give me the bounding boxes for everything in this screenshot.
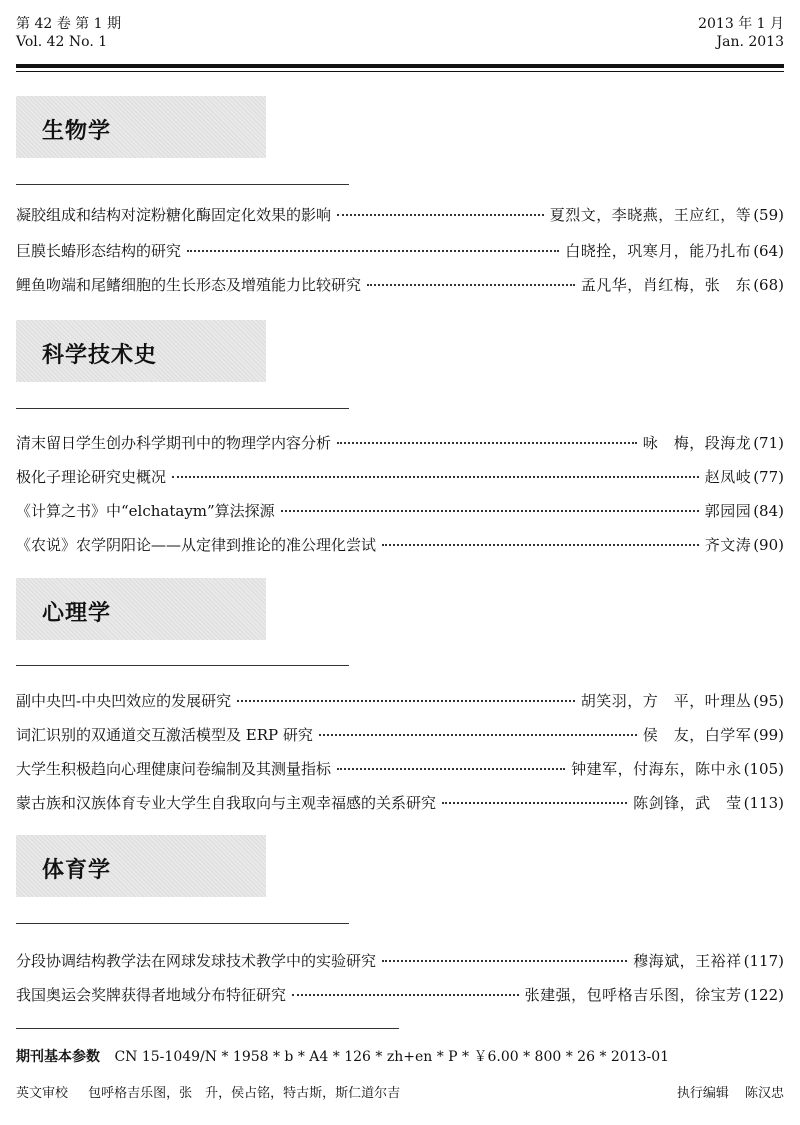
entry-page: (117)	[743, 952, 784, 970]
volume-issue-cn: 第 42 卷 第 1 期	[16, 16, 121, 32]
entry-title: 副中央凹-中央凹效应的发展研究	[16, 692, 232, 710]
entry-title: 大学生积极趋向心理健康问卷编制及其测量指标	[16, 760, 332, 778]
leader-dots	[382, 959, 627, 962]
section-title: 心理学	[42, 601, 112, 626]
section-title: 体育学	[42, 858, 112, 883]
entry-title: 《农说》农学阴阳论——从定律到推论的准公理化尝试	[16, 536, 377, 554]
entry-page: (95)	[753, 692, 784, 710]
entry-authors: 穆海斌，王裕祥	[633, 952, 742, 970]
toc-entry[interactable]	[16, 204, 784, 230]
leader-dots	[281, 509, 699, 512]
entry-page: (59)	[753, 206, 784, 224]
section-rule	[16, 923, 349, 924]
entry-title: 凝胶组成和结构对淀粉糖化酶固定化效果的影响	[16, 206, 332, 224]
toc-entry[interactable]	[16, 950, 784, 976]
entry-page: (84)	[753, 502, 784, 520]
section-heading-history-of-science	[16, 320, 266, 382]
executive-editor	[677, 1082, 784, 1101]
entry-authors: 钟建军，付海东，陈中永	[571, 760, 742, 778]
entry-page: (122)	[743, 986, 784, 1004]
entry-page: (105)	[743, 760, 784, 778]
section-heading-biology	[16, 96, 266, 158]
leader-dots	[187, 249, 559, 252]
toc-entry[interactable]	[16, 758, 784, 784]
header-rule-thin	[16, 71, 784, 72]
editor-label: 执行编辑	[676, 1086, 729, 1101]
leader-dots	[292, 993, 519, 996]
entry-title: 分段协调结构教学法在网球发球技术教学中的实验研究	[16, 952, 377, 970]
section-heading-psychology	[16, 578, 266, 640]
entry-authors: 孟凡华，肖红梅，张 东	[580, 276, 752, 294]
leader-dots	[337, 767, 565, 770]
leader-dots	[337, 441, 637, 444]
entry-page: (77)	[753, 468, 784, 486]
entry-authors: 张建强，包呼格吉乐图，徐宝芳	[524, 986, 742, 1004]
section-rule	[16, 184, 349, 185]
entry-page: (113)	[743, 794, 784, 812]
entry-page: (68)	[753, 276, 784, 294]
entry-authors: 陈剑锋，武 莹	[633, 794, 742, 812]
toc-entry[interactable]	[16, 792, 784, 818]
entry-authors: 胡笑羽，方 平，叶理丛	[580, 692, 752, 710]
toc-entry[interactable]	[16, 984, 784, 1010]
entry-page: (64)	[753, 242, 784, 260]
volume-issue-en: Vol. 42 No. 1	[16, 34, 108, 50]
leader-dots	[382, 543, 699, 546]
section-title: 生物学	[42, 119, 112, 144]
leader-dots	[442, 801, 627, 804]
date-en: Jan. 2013	[716, 34, 784, 50]
entry-authors: 赵凤岐	[704, 468, 752, 486]
toc-entry[interactable]	[16, 240, 784, 266]
section-rule	[16, 408, 349, 409]
leader-dots	[367, 283, 575, 286]
toc-entry[interactable]	[16, 534, 784, 560]
entry-authors: 白晓拴，巩寒月，能乃扎布	[565, 242, 752, 260]
english-reviewers	[16, 1082, 400, 1101]
entry-title: 《计算之书》中“elchataym”算法探源	[16, 502, 275, 520]
entry-authors: 咏 梅，段海龙	[642, 434, 752, 452]
date-cn: 2013 年 1 月	[698, 16, 784, 32]
editor-name: 陈汉忠	[744, 1086, 784, 1101]
section-rule	[16, 665, 349, 666]
page-header	[16, 10, 784, 68]
reviewers-names: 包呼格吉乐图，张 升，侯占铭，特古斯，斯仁道尔吉	[88, 1086, 401, 1101]
entry-title: 蒙古族和汉族体育专业大学生自我取向与主观幸福感的关系研究	[16, 794, 437, 812]
leader-dots	[337, 213, 544, 216]
section-title: 科学技术史	[42, 343, 158, 368]
entry-page: (99)	[753, 726, 784, 744]
footer-rule	[16, 1028, 399, 1029]
entry-authors: 夏烈文，李晓燕，王应红，等	[549, 206, 752, 224]
entry-title: 极化子理论研究史概况	[16, 468, 167, 486]
entry-title: 巨膜长蝽形态结构的研究	[16, 242, 182, 260]
entry-title: 我国奥运会奖牌获得者地域分布特征研究	[16, 986, 287, 1004]
entry-page: (71)	[753, 434, 784, 452]
params-value: CN 15-1049/N * 1958 * b * A4 * 126 * zh+en * P * ￥6.00 * 800 * 26 * 2013-01	[114, 1049, 670, 1065]
toc-entry[interactable]	[16, 274, 784, 300]
entry-title: 清末留日学生创办科学期刊中的物理学内容分析	[16, 434, 332, 452]
leader-dots	[319, 733, 637, 736]
section-heading-physical-education	[16, 835, 266, 897]
header-rule-thick	[16, 64, 784, 68]
toc-entry[interactable]	[16, 500, 784, 526]
entry-authors: 侯 友，白学军	[642, 726, 752, 744]
toc-entry[interactable]	[16, 466, 784, 492]
toc-entry[interactable]	[16, 432, 784, 458]
toc-entry[interactable]	[16, 724, 784, 750]
params-label: 期刊基本参数	[16, 1049, 100, 1065]
journal-parameters	[16, 1046, 669, 1066]
leader-dots	[172, 475, 699, 478]
entry-title: 词汇识别的双通道交互激活模型及 ERP 研究	[16, 726, 313, 744]
leader-dots	[237, 699, 575, 702]
entry-authors: 郭园园	[704, 502, 752, 520]
reviewers-label: 英文审校	[16, 1086, 69, 1101]
entry-authors: 齐文涛	[704, 536, 752, 554]
toc-entry[interactable]	[16, 690, 784, 716]
entry-title: 鲤鱼吻端和尾鳍细胞的生长形态及增殖能力比较研究	[16, 276, 362, 294]
entry-page: (90)	[753, 536, 784, 554]
